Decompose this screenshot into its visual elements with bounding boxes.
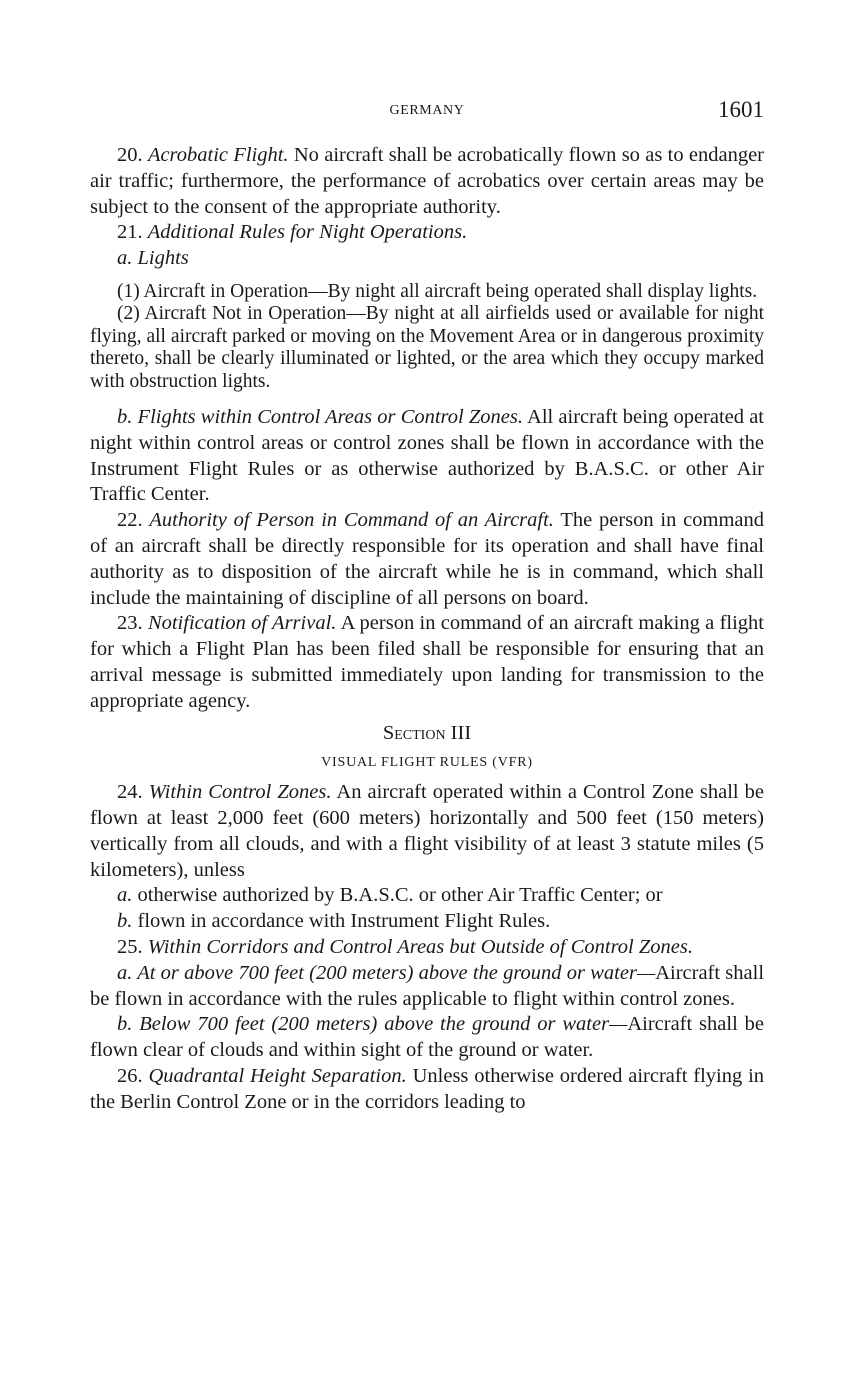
subparagraph-title: b. Flights within Control Areas or Control Zones. bbox=[117, 406, 523, 429]
running-head: GERMANY bbox=[389, 103, 465, 118]
subparagraph-letter: a. bbox=[117, 884, 133, 907]
paragraph-title: Notification of Arrival. bbox=[147, 612, 337, 635]
subparagraph-24a bbox=[90, 883, 764, 909]
subparagraph-title: Lights bbox=[137, 247, 189, 270]
paragraph-24 bbox=[90, 780, 764, 883]
paragraph-text: Unless otherwise ordered aircraft flying in the Berlin Control Zone or in the corridors leading to bbox=[90, 1064, 765, 1113]
paragraph-title: Quadrantal Height Separation. bbox=[148, 1064, 407, 1087]
subparagraph-24b bbox=[90, 909, 764, 935]
rule-21a2: (2) Aircraft Not in Operation—By night at all airfields used or available for night flying, all aircraft parked or moving on the Movement Area or in dangerous proximity thereto, shall be clearly illuminated or lighted, or the area which they occupy marked with obstruction lights. bbox=[90, 303, 764, 392]
subparagraph-25b bbox=[90, 1012, 764, 1064]
page-body bbox=[90, 143, 764, 1116]
subparagraph-title: a. At or above 700 feet (200 meters) above the ground or water— bbox=[117, 961, 656, 984]
subparagraph-text: otherwise authorized by B.A.S.C. or other Air Traffic Center; or bbox=[137, 884, 663, 907]
subparagraph-letter: a. bbox=[117, 247, 133, 270]
paragraph-number: 22. bbox=[117, 509, 143, 532]
page-number: 1601 bbox=[718, 97, 764, 122]
subparagraph-text: Aircraft shall be flown in accordance with the rules applicable to flight within control zones. bbox=[90, 961, 765, 1010]
paragraph-title: Acrobatic Flight. bbox=[147, 144, 289, 166]
paragraph-text: A person in command of an aircraft making a flight for which a Flight Plan has been filed shall be responsible for ensuring that an arrival message is submitted immediately upon landing for transmission to the appropriate agency. bbox=[90, 612, 764, 712]
page-header bbox=[90, 97, 764, 127]
paragraph-number: 20. bbox=[117, 144, 143, 166]
paragraph-text: The person in command of an aircraft shall be directly responsible for its operation and shall have final authority as to disposition of the aircraft while he is in command, which shall include the maintaining of discipline of all persons on board. bbox=[90, 509, 764, 609]
paragraph-22 bbox=[90, 508, 764, 611]
paragraph-26 bbox=[90, 1064, 764, 1116]
subparagraph-text: All aircraft being operated at night within control areas or control zones shall be flown in accordance with the Instrument Flight Rules or as otherwise authorized by B.A.S.C. or other Air Traffic Center. bbox=[90, 406, 764, 506]
paragraph-number: 21. bbox=[117, 221, 143, 244]
paragraph-title: Authority of Person in Command of an Aircraft. bbox=[149, 509, 554, 532]
rule-21a1: (1) Aircraft in Operation—By night all aircraft being operated shall display lights. bbox=[117, 280, 758, 302]
paragraph-number: 23. bbox=[117, 612, 143, 635]
paragraph-text: No aircraft shall be acrobatically flown so as to endanger air traffic; furthermore, the performance of acrobatics over certain areas may be subject to the consent of the appropriate authority. bbox=[90, 144, 765, 218]
subparagraph-text: Aircraft shall be flown clear of clouds and within sight of the ground or water. bbox=[90, 1013, 764, 1062]
subparagraph-25a bbox=[90, 961, 764, 1013]
subparagraph-21a bbox=[90, 246, 764, 272]
lights-rules-block bbox=[90, 281, 764, 393]
paragraph-25 bbox=[90, 935, 764, 961]
subparagraph-letter: b. bbox=[117, 910, 133, 933]
section-subheading: VISUAL FLIGHT RULES (VFR) bbox=[321, 755, 533, 771]
paragraph-20 bbox=[90, 143, 764, 220]
subparagraph-text: flown in accordance with Instrument Flight Rules. bbox=[137, 910, 551, 933]
paragraph-number: 24. bbox=[117, 781, 143, 804]
paragraph-number: 26. bbox=[117, 1064, 143, 1087]
paragraph-title: Within Corridors and Control Areas but Outside of Control Zones. bbox=[147, 935, 693, 958]
section-heading bbox=[90, 721, 764, 747]
paragraph-title: Within Control Zones. bbox=[148, 781, 332, 804]
section-heading-text: Section III bbox=[382, 721, 472, 744]
subparagraph-21b bbox=[90, 405, 764, 508]
paragraph-23 bbox=[90, 611, 764, 714]
paragraph-title: Additional Rules for Night Operations. bbox=[147, 221, 468, 244]
paragraph-text: An aircraft operated within a Control Zone shall be flown at least 2,000 feet (600 meters) horizontally and 500 feet (150 meters) vertically from all clouds, and with a flight visibility of at least 3 statute miles (5 kilometers), unless bbox=[90, 781, 765, 881]
paragraph-21 bbox=[90, 220, 764, 246]
paragraph-number: 25. bbox=[117, 935, 143, 958]
subparagraph-title: b. Below 700 feet (200 meters) above the ground or water— bbox=[117, 1013, 628, 1036]
